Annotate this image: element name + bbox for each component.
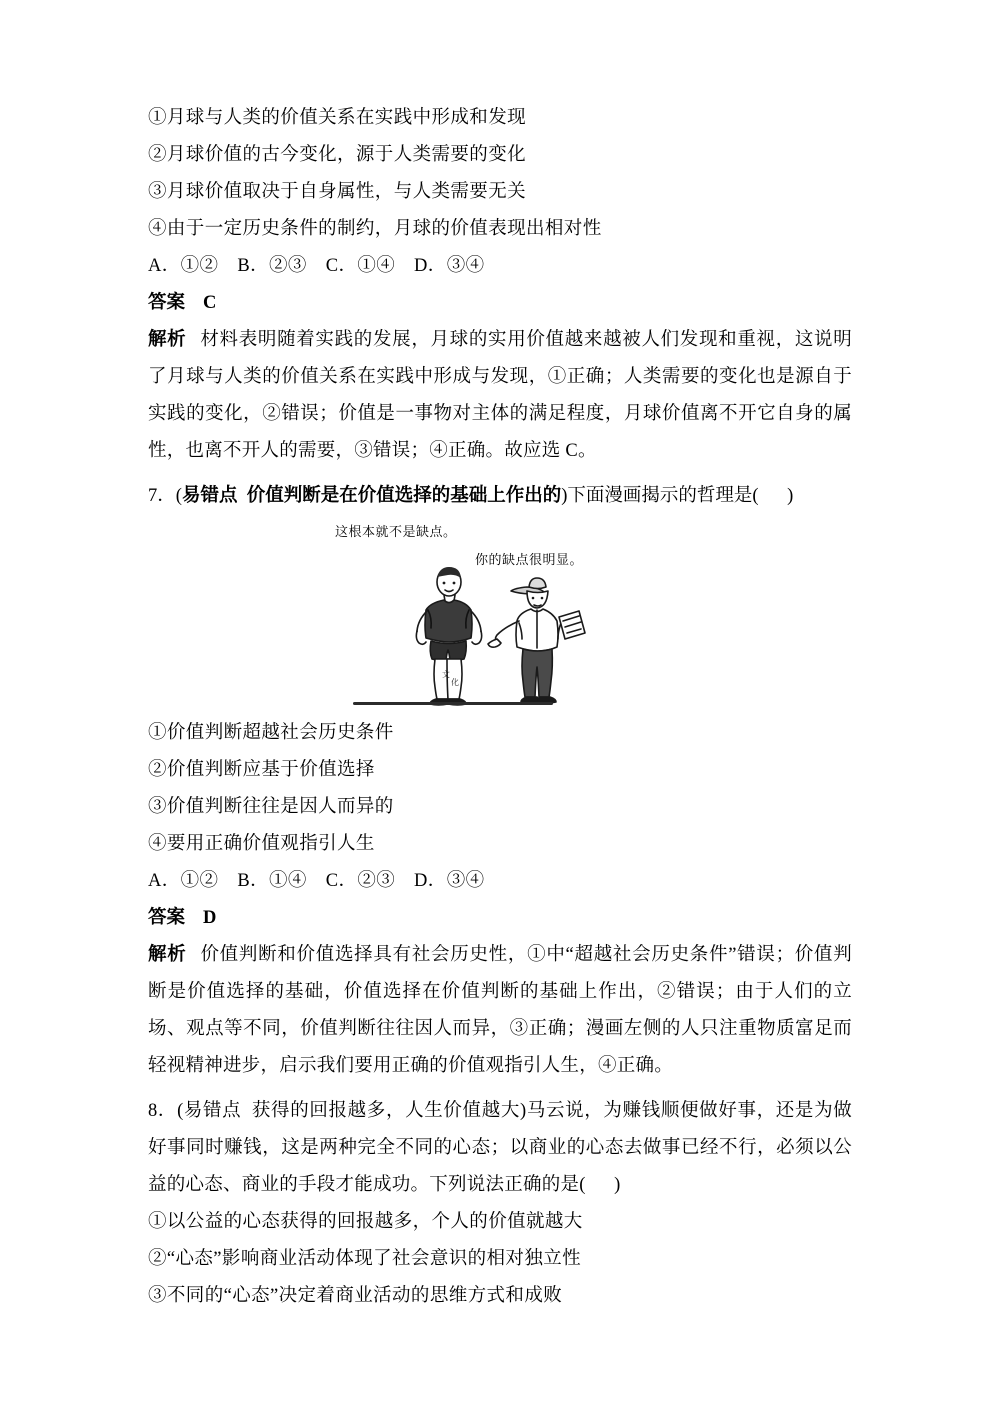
q7-tag-close: ) [561,486,568,506]
q6-answer-row [148,285,852,322]
q7-explanation [148,937,852,1085]
q8-option-1: ①以公益的心态获得的回报越多，个人的价值就越大 [148,1212,583,1232]
q6-explain-label: 解析 [148,330,187,350]
q7-explain-label: 解析 [148,945,187,965]
q8-option-3: ③不同的“心态”决定着商业活动的思维方式和成败 [148,1286,563,1306]
q6-explain-text: 材料表明随着实践的发展，月球的实用价值越来越被人们发现和重视，这说明了月球与人类的价值关系在实践中形成与发现，①正确；人类需要的变化也是源自于实践的变化，②错误；价值是一事物对主体的满足程度，月球价值离不开它自身的属性，也离不开人的需要，③错误；④正确。故应选 C。 [148,330,852,461]
q7-tag-open: ( [175,486,182,506]
q6-answer-value: C [203,293,217,313]
q7-answer-blank [759,486,788,506]
q8-answer-blank [586,1175,615,1195]
q7-cartoon [148,521,852,711]
cartoon-speech-left: 这根本就不是缺点。 [335,524,457,539]
q7-option-1: ①价值判断超越社会历史条件 [148,723,394,743]
q8-tag-close: ) [520,1101,527,1121]
q6-answer-label: 答案 [148,293,186,313]
q7-tag-name: 易错点 [181,486,238,506]
cartoon-illustration [387,565,627,711]
q7-cartoon-inner [335,521,665,711]
q8-tag-open: ( [177,1101,184,1121]
q6-option-1: ①月球与人类的价值关系在实践中形成和发现 [148,108,527,128]
q7-explain-text: 价值判断和价值选择具有社会历史性，①中“超越社会历史条件”错误；价值判断是价值选择的基础，价值选择在价值判断的基础上作出，②错误；由于人们的立场、观点等不同，价值判断往往因人而异，③正确；漫画左侧的人只注重物质富足而轻视精神进步，启示我们要用正确的价值观指引人生，④正确。 [148,945,852,1076]
q7-answer-value: D [203,908,217,928]
q7-answer-label: 答案 [148,908,186,928]
q8-heading [148,1093,852,1204]
q7-choices: A．①② B．①④ C．②③ D．③④ [148,871,485,891]
q6-option-4: ④由于一定历史条件的制约，月球的价值表现出相对性 [148,219,602,239]
q6-option-2: ②月球价值的古今变化，源于人类需要的变化 [148,145,527,165]
cartoon-figures [387,565,627,711]
q7-heading [148,478,852,515]
q8-tag-name: 易错点 [183,1101,242,1121]
q7-number: 7． [148,486,176,506]
cartoon-speech-right: 你的缺点很明显。 [475,552,584,567]
svg-text:文: 文 [442,670,450,679]
q6-explanation [148,322,852,470]
svg-text:化: 化 [451,678,459,687]
q8-option-2: ②“心态”影响商业活动体现了社会意识的相对独立性 [148,1249,582,1269]
q7-option-4: ④要用正确价值观指引人生 [148,834,375,854]
q6-option-3: ③月球价值取决于自身属性，与人类需要无关 [148,182,527,202]
q7-option-2: ②价值判断应基于价值选择 [148,760,375,780]
q7-stem: 下面漫画揭示的哲理是( [567,486,759,506]
q8-stem-close: ) [614,1175,621,1195]
q8-stem: 马云说，为赚钱顺便做好事，还是为做好事同时赚钱，这是两种完全不同的心态；以商业的心态去做事已经不行，必须以公益的心态、商业的手段才能成功。下列说法正确的是( [148,1101,852,1195]
cartoon-ground-line [353,702,553,705]
q7-tag-title: 价值判断是在价值选择的基础上作出的 [246,486,562,506]
q7-answer-row [148,900,852,937]
q7-option-3: ③价值判断往往是因人而异的 [148,797,394,817]
q6-choices: A．①② B．②③ C．①④ D．③④ [148,256,485,276]
q7-stem-close: ) [787,486,794,506]
q8-tag-title: 获得的回报越多，人生价值越大 [251,1101,521,1121]
q8-number: 8． [148,1101,178,1121]
